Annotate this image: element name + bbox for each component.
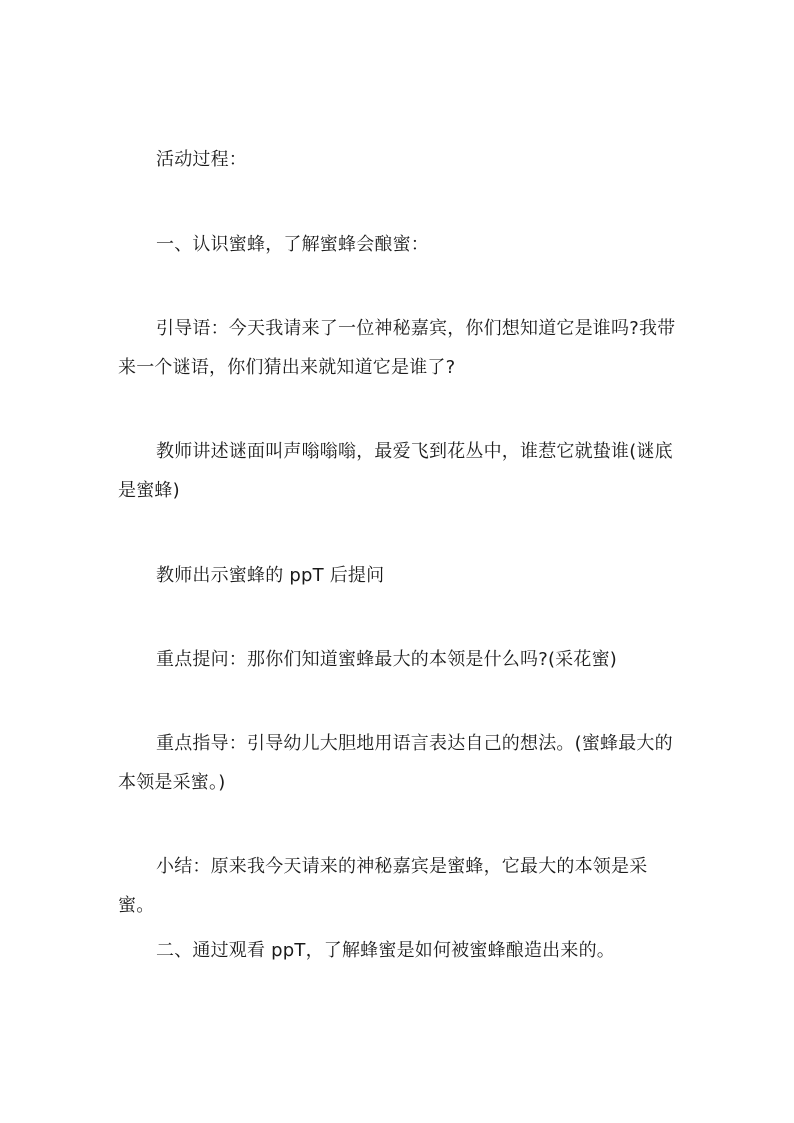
paragraph-riddle-description: 教师讲述谜面叫声嗡嗡嗡，最爱飞到花丛中，谁惹它就蛰谁(谜底是蜜蜂): [118, 441, 673, 501]
paragraph-key-guidance: 重点指导：引导幼儿大胆地用语言表达自己的想法。(蜜蜂最大的本领是采蜜。): [118, 733, 673, 793]
paragraph-summary: 小结：原来我今天请来的神秘嘉宾是蜜蜂，它最大的本领是采蜜。: [118, 856, 648, 916]
paragraph-key-question: 重点提问：那你们知道蜜蜂最大的本领是什么吗?(采花蜜): [156, 649, 617, 670]
paragraph-show-ppt: 教师出示蜜蜂的 ppT 后提问: [156, 565, 385, 586]
section-heading-know-bees: 一、认识蜜蜂，了解蜜蜂会酿蜜：: [156, 234, 429, 255]
paragraph-intro-riddle: 引导语：今天我请来了一位神秘嘉宾，你们想知道它是谁吗?我带来一个谜语，你们猜出来就知道它是谁了?: [118, 318, 676, 378]
section-heading-activity-process: 活动过程：: [156, 149, 247, 170]
section-heading-watch-ppt: 二、通过观看 ppT，了解蜂蜜是如何被蜜蜂酿造出来的。: [156, 940, 615, 961]
